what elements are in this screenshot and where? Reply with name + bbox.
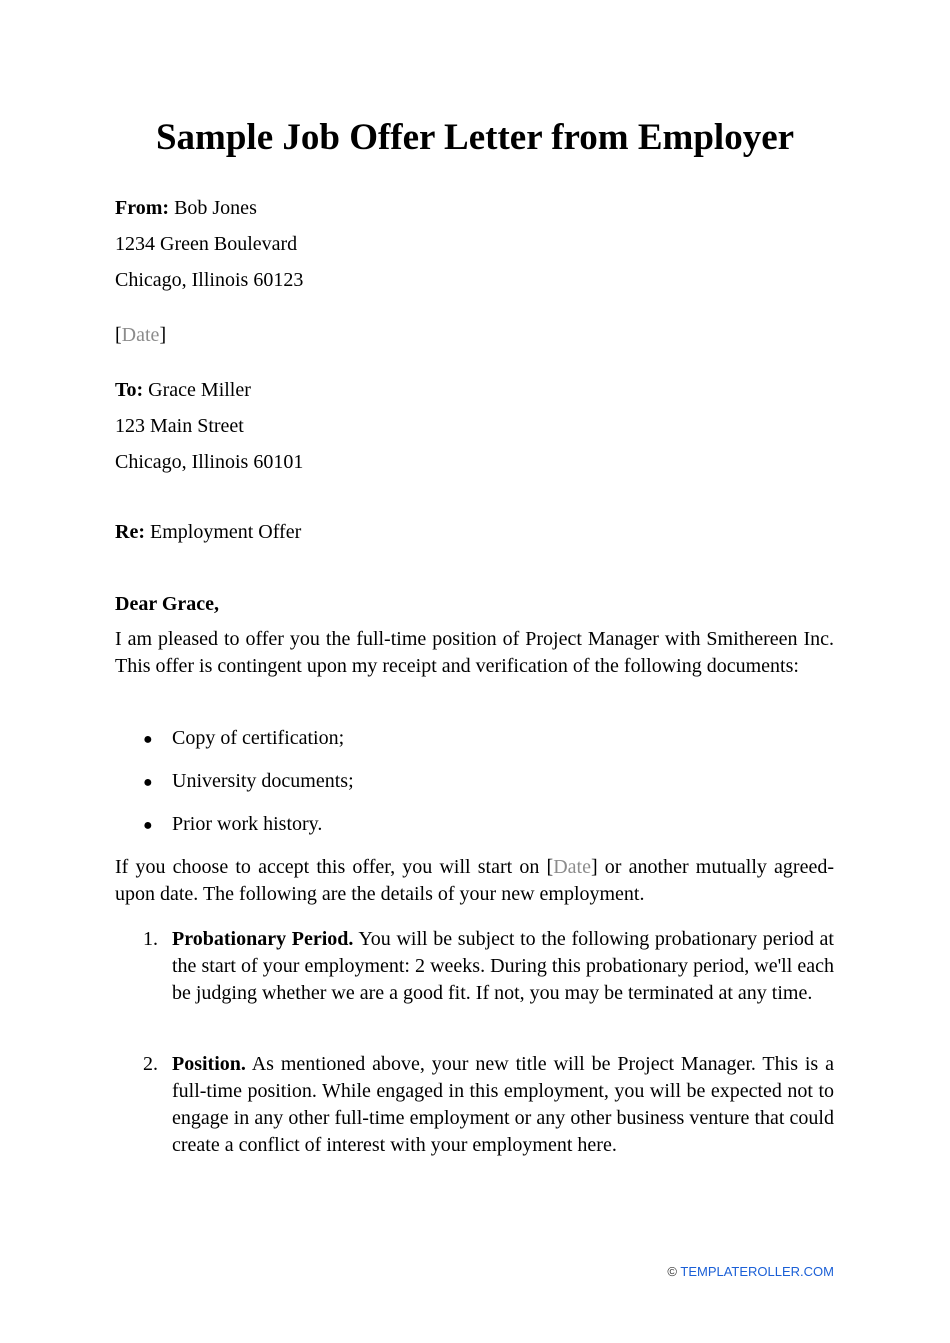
from-address-line2: Chicago, Illinois 60123	[115, 269, 304, 291]
from-address-line1: 1234 Green Boulevard	[115, 233, 298, 255]
list-item	[143, 767, 354, 797]
term-text: As mentioned above, your new title will be Project Manager. This is a full-time position. While engaged in this employment, you will be expected not to engage in any other full-time employment or any other business venture that could create a conflict of interest with your employment here.	[172, 1053, 834, 1156]
term-number: 1.	[143, 928, 158, 950]
bullet-icon: ●	[143, 774, 153, 791]
list-item-text: Prior work history.	[172, 813, 323, 835]
to-label: To:	[115, 379, 144, 401]
term-item-probation	[143, 926, 834, 1007]
list-item	[143, 810, 322, 840]
date-line: [Date]	[115, 324, 167, 346]
page-title: Sample Job Offer Letter from Employer	[155, 117, 795, 158]
start-paragraph: If you choose to accept this offer, you will start on [Date] or another mutually agreed-upon date. The following are the details of your new employment.	[115, 856, 834, 905]
start-text-before: If you choose to accept this offer, you will start on	[115, 856, 547, 878]
bullet-icon: ●	[143, 731, 153, 748]
term-body	[172, 1051, 834, 1159]
to-address-line2: Chicago, Illinois 60101	[115, 451, 304, 473]
footer-credit	[667, 1263, 834, 1281]
re-subject: Employment Offer	[149, 521, 302, 543]
start-text-after: or another mutually agreed-upon date. The following are the details of your new employment.	[115, 856, 834, 905]
date-placeholder: Date	[121, 324, 160, 346]
term-item-position	[143, 1051, 834, 1159]
re-line	[115, 518, 301, 546]
list-item-text: University documents;	[172, 770, 354, 792]
salutation: Dear Grace,	[115, 593, 220, 615]
re-label: Re:	[115, 521, 145, 543]
footer-brand-link[interactable]: TEMPLATEROLLER.COM	[680, 1264, 834, 1279]
from-line	[115, 194, 257, 222]
term-number: 2.	[143, 1053, 158, 1075]
to-line	[115, 376, 251, 404]
from-label: From:	[115, 197, 170, 219]
intro-paragraph: I am pleased to offer you the full-time position of Project Manager with Smithereen Inc. This offer is contingent upon my receipt and verification of the following documents:	[115, 628, 834, 677]
term-heading: Position.	[172, 1053, 246, 1075]
list-item-text: Copy of certification;	[172, 727, 345, 749]
to-name: Grace Miller	[148, 379, 251, 401]
from-name: Bob Jones	[174, 197, 257, 219]
copyright-icon: ©	[667, 1264, 677, 1279]
start-date-placeholder: Date	[553, 856, 591, 878]
list-item	[143, 724, 344, 754]
term-body	[172, 926, 834, 1007]
term-heading: Probationary Period.	[172, 928, 354, 950]
to-address-line1: 123 Main Street	[115, 415, 244, 437]
bullet-icon: ●	[143, 817, 153, 834]
term-text: You will be subject to the following probationary period at the start of your employment: 2 weeks. During this probationary period, we'll each be judging whether we are a good fit. If not, you may be terminated at any time.	[172, 928, 834, 1004]
